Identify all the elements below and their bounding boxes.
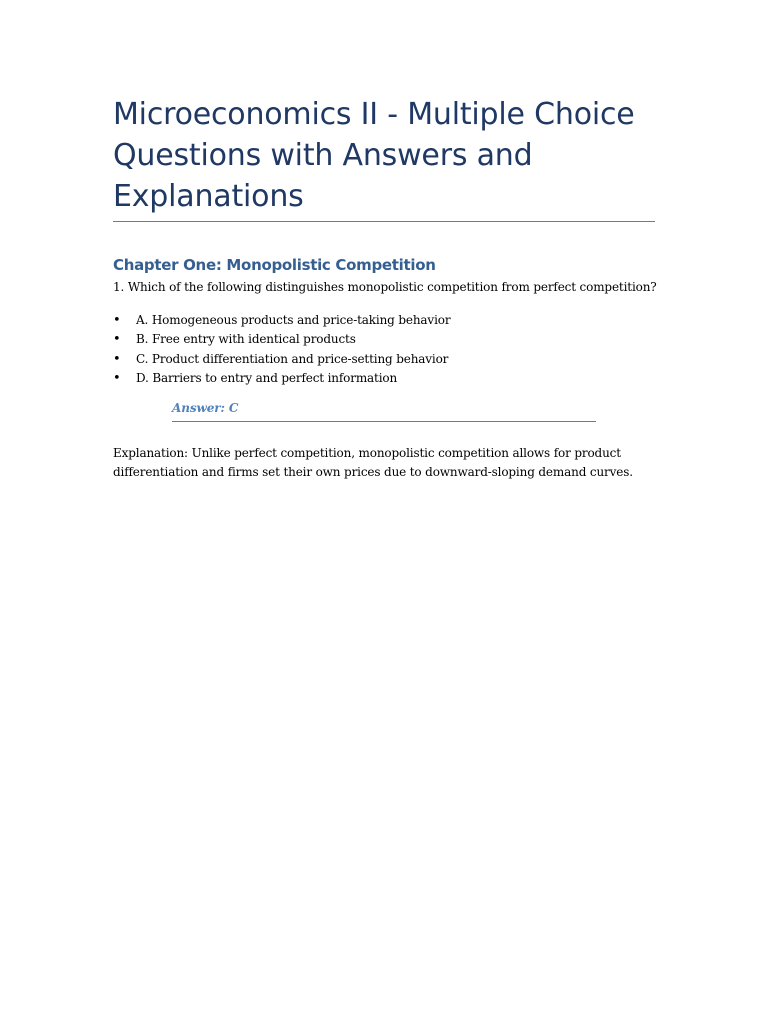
option-d (113, 369, 450, 388)
bullet-icon: • (113, 332, 121, 348)
answer-text: Answer: C (172, 400, 596, 422)
option-a (113, 311, 450, 330)
bullet-icon: • (113, 370, 121, 386)
document-title: Microeconomics II - Multiple Choice Questions with Answers and Explanations (113, 97, 635, 214)
option-label: B. Free entry with identical products (136, 332, 356, 347)
answer-options-list (113, 311, 450, 388)
explanation-text: Explanation: Unlike perfect competition, monopolistic competition allows for product differentiation and firms set their own prices due to downward-sloping demand curves. (113, 446, 633, 479)
option-label: D. Barriers to entry and perfect information (136, 370, 398, 385)
option-label: C. Product differentiation and price-setting behavior (136, 351, 449, 366)
option-b (113, 330, 450, 349)
option-label: A. Homogeneous products and price-taking behavior (136, 313, 451, 327)
question-text: 1. Which of the following distinguishes monopolistic competition from perfect competition? (113, 280, 657, 294)
title-divider (113, 221, 655, 222)
option-c (113, 350, 450, 369)
bullet-icon: • (113, 313, 121, 328)
bullet-icon: • (113, 351, 121, 367)
chapter-heading: Chapter One: Monopolistic Competition (113, 256, 436, 274)
